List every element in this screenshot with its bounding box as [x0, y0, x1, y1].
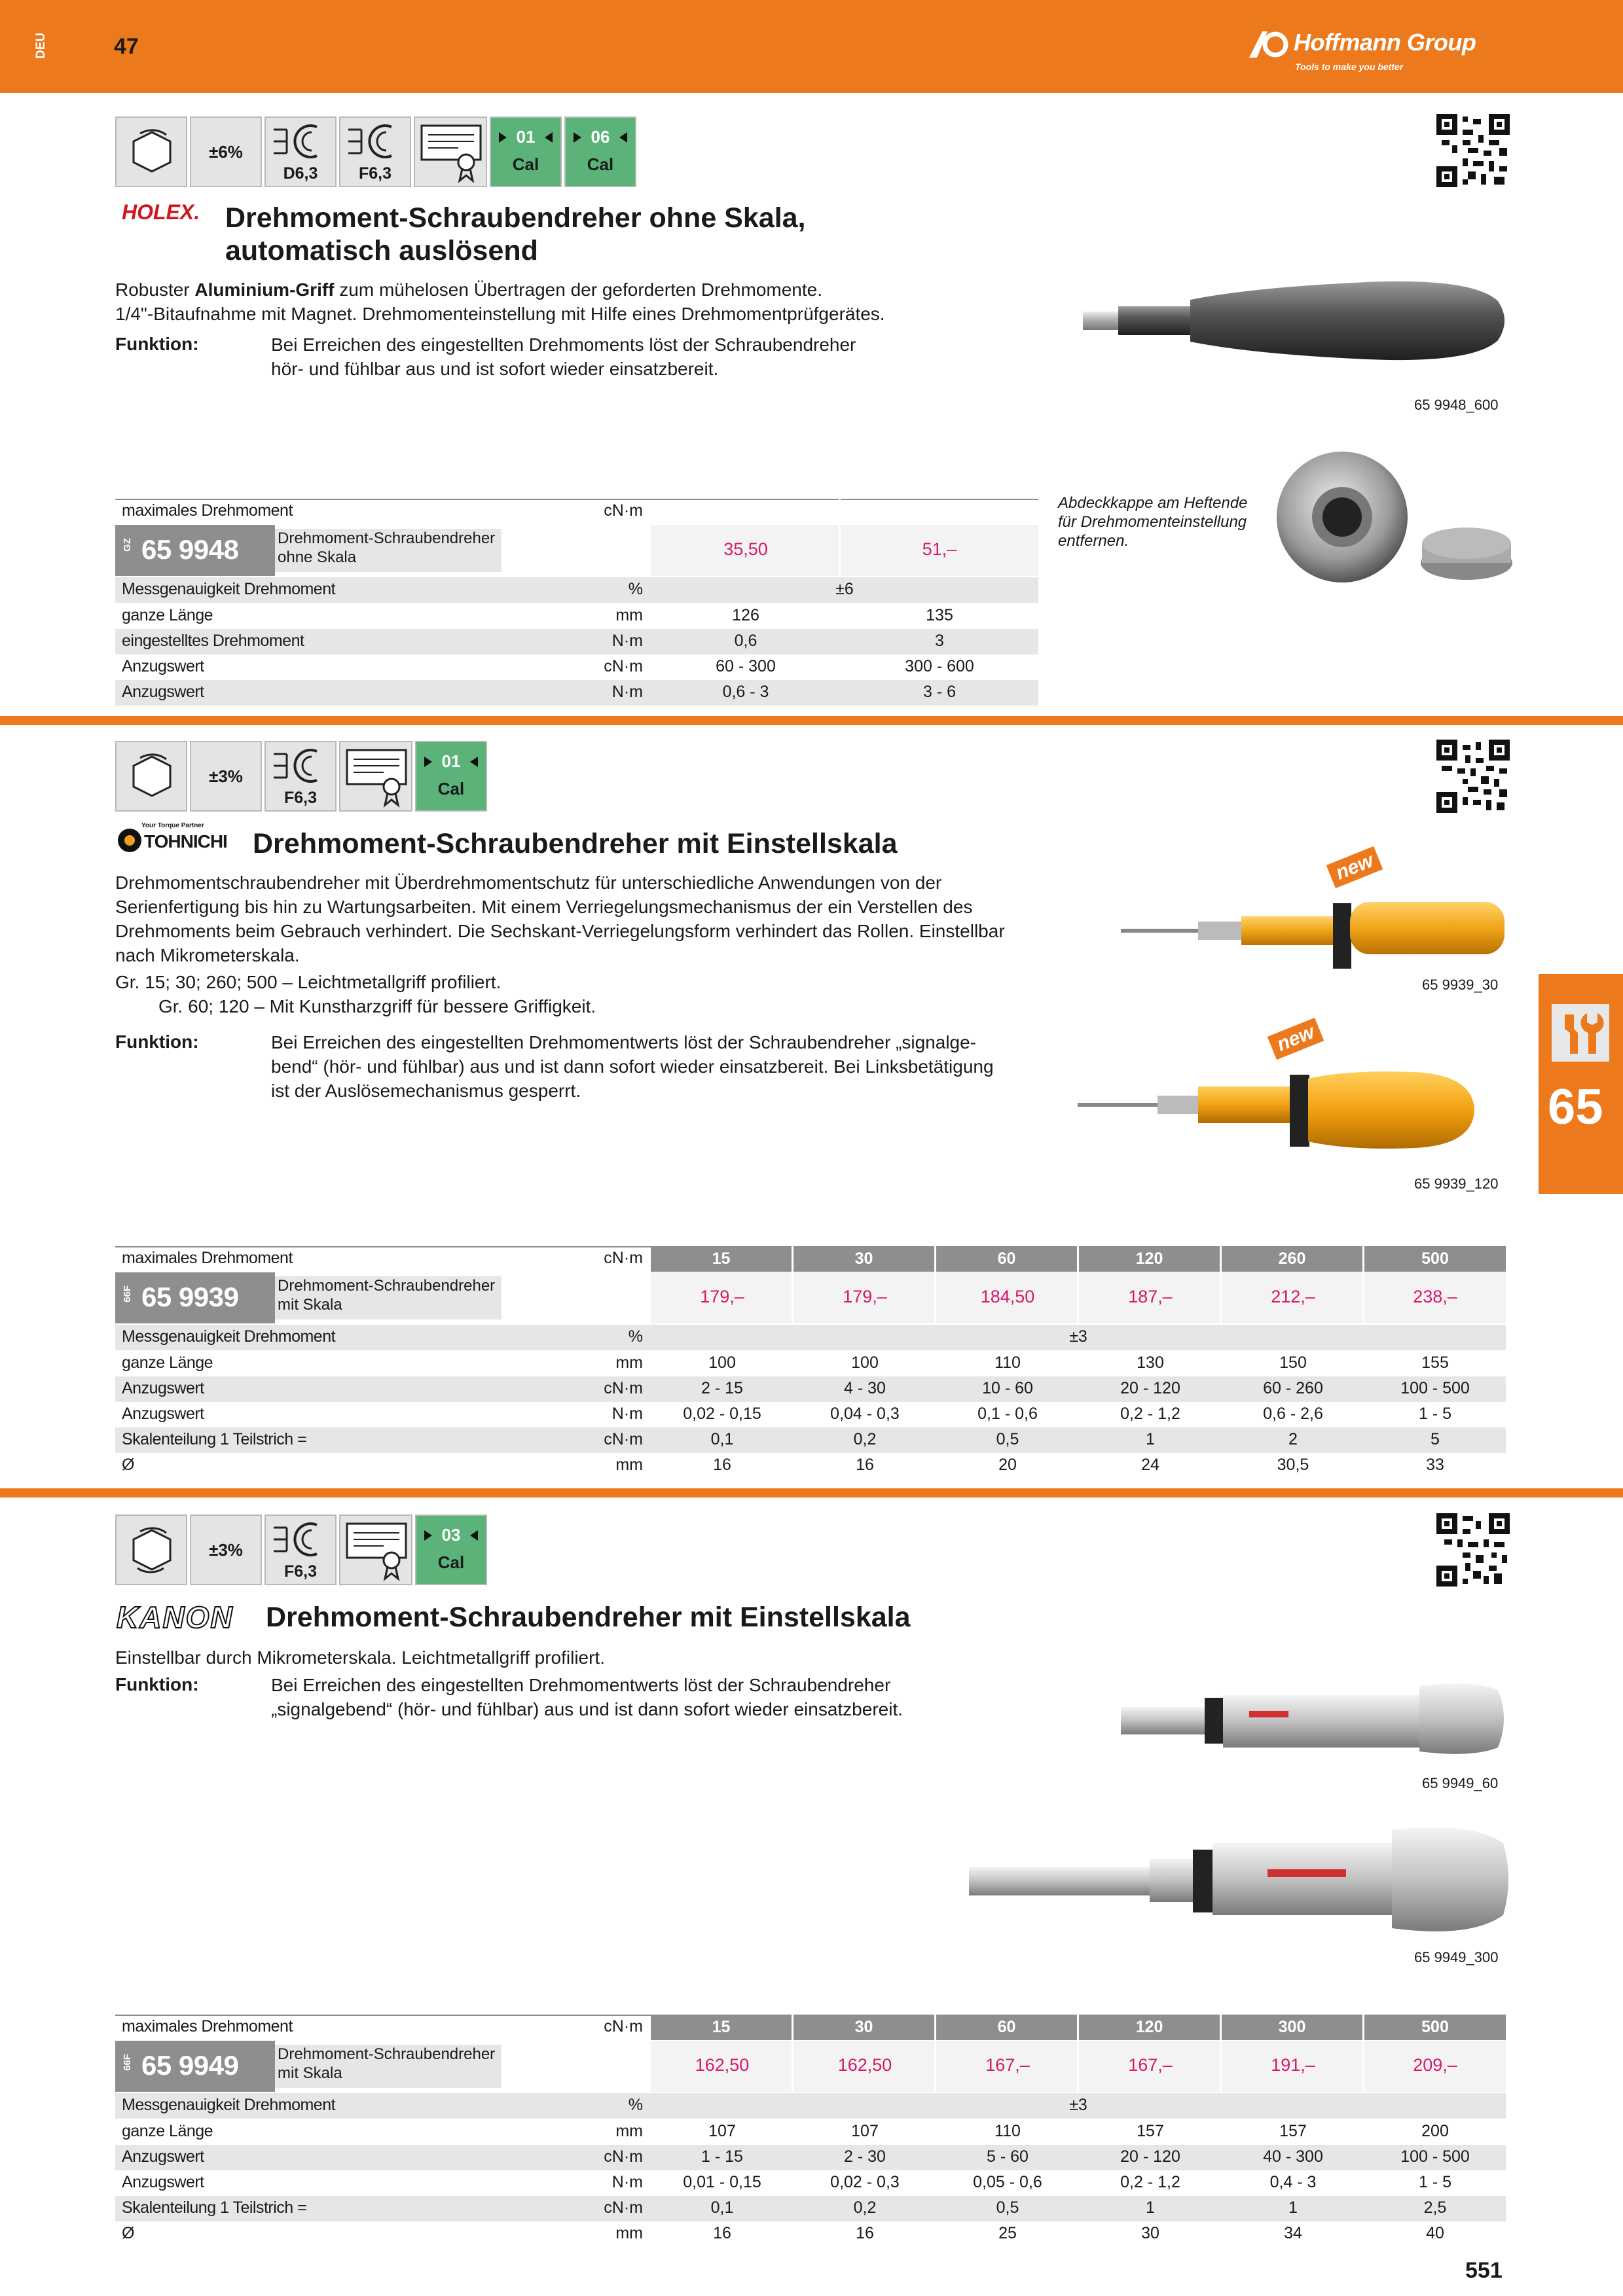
row-value: 1 - 15: [701, 2147, 743, 2166]
brand-tagline: Tools to make you better: [1295, 62, 1404, 72]
header-label: maximales Drehmoment: [122, 2017, 293, 2036]
price: 212,–: [1271, 1287, 1315, 1306]
row-value: 2,5: [1423, 2198, 1447, 2217]
title-line: Drehmoment-Schraubendreher ohne Skala,: [225, 202, 806, 234]
price: 162,50: [695, 2055, 750, 2075]
page-number-top: 47: [114, 34, 139, 59]
row-unit: mm: [615, 2122, 643, 2140]
product-description: [115, 870, 1005, 1018]
row-unit: N·m: [611, 1405, 643, 1423]
row-value: 0,4 - 3: [1269, 2173, 1317, 2191]
desc-text: Robuster: [115, 279, 195, 300]
new-badge: new: [1267, 1018, 1324, 1060]
function-label: Funktion:: [115, 1031, 199, 1052]
price: 167,–: [985, 2055, 1030, 2075]
row-unit: cN·m: [604, 2198, 643, 2217]
row-unit: cN·m: [604, 1379, 643, 1397]
wrench-screwdriver-icon: [1552, 1004, 1609, 1062]
price: 51,–: [922, 539, 957, 559]
row-value: 100: [708, 1354, 736, 1372]
section-separator: [0, 716, 1623, 725]
column-header: 15: [651, 1246, 793, 1272]
article-desc: [275, 2045, 501, 2088]
price: 179,–: [700, 1287, 744, 1306]
price: 187,–: [1128, 1287, 1173, 1306]
article-desc: [275, 1276, 501, 1319]
row-value: 1: [1288, 2198, 1298, 2217]
row-value: 150: [1279, 1354, 1307, 1372]
article-number[interactable]: 65 9949: [141, 2050, 239, 2081]
desc-text: Gr. 60; 120 – Mit Kunstharzgriff für bessere Griffigkeit.: [158, 996, 596, 1016]
row-value: 110: [994, 1354, 1021, 1372]
language-code: DEU: [34, 32, 48, 59]
hoffmann-logo[interactable]: [1248, 25, 1510, 77]
title-line: automatisch auslösend: [225, 235, 538, 266]
drive-label: F6,3: [283, 789, 318, 807]
cal-badge-06: [564, 117, 636, 187]
row-label: Anzugswert: [122, 1379, 204, 1397]
header-unit: cN·m: [604, 501, 643, 520]
func-text: bend“ (hör- und fühlbar) aus und ist dann sofort wieder einsatzbereit. Bei Linksbetätigung: [271, 1056, 994, 1077]
cal-number: 03: [441, 1525, 461, 1545]
row-unit: mm: [615, 1456, 643, 1474]
price: 35,50: [723, 539, 768, 559]
cap-note: [1058, 493, 1248, 550]
cal-badge-01: [415, 741, 487, 812]
function-text: [271, 332, 856, 381]
note-line: für Drehmomenteinstellung: [1058, 513, 1247, 531]
product-image-tohnichi-30: [1117, 890, 1510, 975]
desc-text: Serienfertigung bis hin zu Wartungsarbeiten. Mit einem Verriegelungsmechanismus der ein Verstellen des: [115, 897, 973, 917]
row-value: 20: [998, 1456, 1017, 1474]
row-label: Anzugswert: [122, 2147, 204, 2166]
row-unit: N·m: [611, 632, 643, 650]
column-header: 300: [651, 499, 841, 524]
function-text: [271, 1673, 903, 1721]
column-header: 300: [1222, 2015, 1364, 2040]
row-label: Skalenteilung 1 Teilstrich =: [122, 2198, 307, 2217]
row-value: 1: [1146, 1430, 1155, 1448]
row-value: 0,1: [710, 1430, 734, 1448]
brand-text: TOHNICHI: [144, 831, 227, 852]
qr-code-icon[interactable]: [1436, 740, 1510, 813]
func-text: Bei Erreichen des eingestellten Drehmomentwerts löst der Schraubendreher: [271, 1675, 891, 1695]
row-value: 0,6: [734, 632, 757, 650]
cal-label: Cal: [587, 154, 614, 174]
row-value: 0,04 - 0,3: [830, 1405, 900, 1423]
row-value: 0,2 - 1,2: [1120, 1405, 1180, 1423]
group-code: 66F: [122, 1285, 133, 1302]
row-value: 1: [1146, 2198, 1155, 2217]
price: 184,50: [980, 1287, 1035, 1306]
row-unit: %: [628, 580, 643, 598]
column-header: 30: [793, 1246, 936, 1272]
row-value: 1 - 5: [1418, 2173, 1452, 2191]
accuracy-badge: ±6%: [190, 117, 262, 187]
row-value: 0,2: [853, 1430, 877, 1448]
row-value: 200: [1421, 2122, 1449, 2140]
certificate-icon: [414, 117, 487, 187]
bit-holder-icon: [264, 117, 337, 187]
article-desc-line: Drehmoment-Schraubendreher: [278, 1277, 496, 1295]
product-description: [115, 278, 885, 326]
cal-number: 01: [516, 127, 536, 147]
row-value: 40: [1426, 2224, 1444, 2242]
certificate-icon: [339, 741, 412, 812]
article-desc-line: Drehmoment-Schraubendreher: [278, 529, 496, 547]
row-value: 0,2 - 1,2: [1120, 2173, 1180, 2191]
row-value: 130: [1137, 1354, 1164, 1372]
column-header: 30: [793, 2015, 936, 2040]
cal-badge-01: [490, 117, 562, 187]
chapter-number: 65: [1548, 1079, 1603, 1135]
row-value: 16: [713, 1456, 731, 1474]
row-value: 135: [926, 606, 953, 624]
row-value: 0,5: [996, 1430, 1019, 1448]
row-label: Messgenauigkeit Drehmoment: [122, 2096, 336, 2114]
article-desc-line: Drehmoment-Schraubendreher: [278, 2045, 496, 2063]
column-header: 15: [651, 2015, 793, 2040]
product-image-end-cap: [1270, 452, 1519, 609]
table-row: [115, 1325, 1506, 1350]
note-line: Abdeckkappe am Heftende: [1058, 494, 1248, 512]
section1-icon-strip: [115, 117, 639, 187]
qr-code-icon[interactable]: [1436, 1513, 1510, 1587]
row-unit: %: [628, 1327, 643, 1346]
product-description: Einstellbar durch Mikrometerskala. Leichtmetallgriff profiliert.: [115, 1647, 605, 1668]
article-desc-line: ohne Skala: [278, 548, 357, 566]
row-value: 2: [1288, 1430, 1298, 1448]
price: 162,50: [837, 2055, 892, 2075]
table-row: [115, 577, 1038, 603]
product-image-tohnichi-120: [1074, 1056, 1480, 1161]
row-label: Skalenteilung 1 Teilstrich =: [122, 1430, 307, 1448]
desc-text: Drehmomentschraubendreher mit Überdrehmomentschutz für unterschiedliche Anwendungen von der: [115, 872, 942, 893]
table-row: [115, 2196, 1506, 2221]
row-label: Anzugswert: [122, 683, 204, 701]
bit-holder-icon: [339, 117, 411, 187]
header-unit: cN·m: [604, 1249, 643, 1267]
price: 179,–: [843, 1287, 887, 1306]
row-value: 24: [1141, 1456, 1159, 1474]
row-label: Messgenauigkeit Drehmoment: [122, 1327, 336, 1346]
row-value: 5: [1431, 1430, 1440, 1448]
image-code: 65 9939_120: [1414, 1175, 1499, 1192]
row-value: 0,1: [710, 2198, 734, 2217]
column-header: 500: [1364, 1246, 1506, 1272]
spec-table-659949: [115, 2015, 1506, 2244]
table-row: [115, 2119, 1506, 2145]
row-value: 0,2: [853, 2198, 877, 2217]
desc-bold: Aluminium-Griff: [194, 279, 335, 300]
product-image-kanon-60: [1118, 1673, 1511, 1765]
spec-table-659939: [115, 1246, 1506, 1475]
row-value: 0,5: [996, 2198, 1019, 2217]
column-header: 120: [1079, 2015, 1222, 2040]
header-unit: cN·m: [604, 2017, 643, 2036]
row-value: 3: [935, 632, 944, 650]
top-bar: [0, 0, 1623, 93]
row-value: 0,6 - 2,6: [1263, 1405, 1323, 1423]
cal-number: 01: [441, 751, 461, 771]
section2-icon-strip: [115, 741, 490, 812]
table-header-row: [115, 499, 1038, 524]
func-text: ist der Auslösemechanismus gesperrt.: [271, 1081, 581, 1101]
row-label: Anzugswert: [122, 657, 204, 675]
row-value: 40 - 300: [1263, 2147, 1323, 2166]
row-value: 33: [1426, 1456, 1444, 1474]
tohnichi-mark-icon: [117, 827, 143, 853]
row-value: 3 - 6: [922, 683, 957, 701]
row-value: 2 - 30: [844, 2147, 886, 2166]
row-value: 0,02 - 0,15: [683, 1405, 761, 1423]
section-separator: [0, 1488, 1623, 1498]
row-value: 107: [851, 2122, 879, 2140]
function-label: Funktion:: [115, 1674, 199, 1695]
bit-holder-icon: [264, 1515, 337, 1585]
drive-a-label: D6,3: [283, 164, 318, 183]
row-unit: cN·m: [604, 657, 643, 675]
function-text: [271, 1030, 994, 1103]
row-unit: cN·m: [604, 2147, 643, 2166]
row-value: 100 - 500: [1400, 1379, 1470, 1397]
row-value: 5 - 60: [987, 2147, 1029, 2166]
page-number-bottom: 551: [1465, 2258, 1503, 2283]
product-image-holex-screwdriver: [1079, 262, 1511, 380]
product-title: Drehmoment-Schraubendreher mit Einstellskala: [266, 1602, 911, 1633]
row-label: Ø: [122, 2224, 134, 2242]
func-text: „signalgebend“ (hör- und fühlbar) aus und ist dann sofort wieder einsatzbereit.: [271, 1699, 903, 1719]
row-value: 157: [1279, 2122, 1307, 2140]
holex-logo: [122, 200, 200, 224]
brand-name: Hoffmann Group: [1294, 29, 1476, 56]
group-code: 66F: [122, 2054, 133, 2071]
row-value: 300 - 600: [905, 657, 974, 675]
table-row: [115, 1453, 1506, 1479]
tohnichi-logo: [117, 822, 241, 861]
image-code: 65 9949_60: [1422, 1775, 1499, 1791]
article-desc-line: mit Skala: [278, 2064, 342, 2082]
group-code: GZ: [122, 538, 133, 552]
spec-table-659948: [115, 499, 1038, 702]
row-value: 16: [713, 2224, 731, 2242]
bit-holder-icon: [264, 741, 337, 812]
table-row: [115, 603, 1038, 629]
row-value: 2 - 15: [701, 1379, 743, 1397]
row-value: 60 - 300: [716, 657, 776, 675]
section3-icon-strip: [115, 1515, 490, 1585]
hex-drive-icon: [115, 1515, 187, 1585]
row-label: Anzugswert: [122, 2173, 204, 2191]
table-row: [115, 680, 1038, 706]
product-image-kanon-300: [966, 1823, 1510, 1935]
column-header: 500: [1364, 2015, 1506, 2040]
article-number[interactable]: 65 9939: [141, 1282, 239, 1312]
table-row: [115, 629, 1038, 655]
drive-b-label: F6,3: [358, 164, 392, 183]
row-value: 30,5: [1277, 1456, 1309, 1474]
row-value: ±3: [1069, 1327, 1087, 1346]
hex-drive-icon: [115, 741, 187, 812]
table-row: [115, 2093, 1506, 2119]
row-value: 0,1 - 0,6: [977, 1405, 1038, 1423]
row-unit: N·m: [611, 683, 643, 701]
table-row: [115, 655, 1038, 680]
row-value: 126: [732, 606, 759, 624]
row-value: 10 - 60: [982, 1379, 1033, 1397]
header-label: maximales Drehmoment: [122, 1249, 293, 1267]
cal-badge-03: [415, 1515, 487, 1585]
table-row: [115, 1402, 1506, 1427]
row-value: 0,02 - 0,3: [830, 2173, 900, 2191]
cal-label: Cal: [437, 779, 465, 798]
func-text: hör- und fühlbar aus und ist sofort wieder einsatzbereit.: [271, 359, 719, 379]
cal-number: 06: [591, 127, 610, 147]
row-value: 0,05 - 0,6: [973, 2173, 1042, 2191]
row-unit: mm: [615, 606, 643, 624]
certificate-icon: [339, 1515, 412, 1585]
product-title: [225, 202, 806, 267]
row-value: 110: [994, 2122, 1021, 2140]
row-unit: mm: [615, 2224, 643, 2242]
table-row: [115, 2221, 1506, 2247]
brand-tagline: Your Torque Partner: [141, 822, 204, 829]
row-label: ganze Länge: [122, 606, 213, 624]
header-label: maximales Drehmoment: [122, 501, 293, 520]
image-code: 65 9949_300: [1414, 1949, 1499, 1965]
row-value: 0,6 - 3: [722, 683, 769, 701]
drive-label: F6,3: [283, 1562, 318, 1581]
row-unit: %: [628, 2096, 643, 2114]
cal-label: Cal: [512, 154, 539, 174]
row-value: 157: [1137, 2122, 1164, 2140]
desc-text: 1/4"-Bitaufnahme mit Magnet. Drehmomenteinstellung mit Hilfe eines Drehmomentprüfgerätes.: [115, 304, 885, 324]
row-value: 34: [1284, 2224, 1302, 2242]
row-label: eingestelltes Drehmoment: [122, 632, 304, 650]
function-label: Funktion:: [115, 334, 199, 354]
price: 238,–: [1413, 1287, 1457, 1306]
row-value: 20 - 120: [1120, 2147, 1180, 2166]
qr-code-icon[interactable]: [1436, 114, 1510, 187]
image-code: 65 9948_600: [1414, 397, 1499, 413]
row-value: ±3: [1069, 2096, 1087, 2114]
brand-text: KANON: [117, 1600, 234, 1634]
row-value: 60 - 260: [1263, 1379, 1323, 1397]
row-value: 4 - 30: [844, 1379, 886, 1397]
row-value: 155: [1421, 1354, 1449, 1372]
row-value: 16: [856, 2224, 874, 2242]
column-header: 60: [936, 2015, 1079, 2040]
row-label: Messgenauigkeit Drehmoment: [122, 580, 336, 598]
chapter-tab[interactable]: [1539, 974, 1623, 1194]
kanon-logo: [117, 1600, 234, 1635]
row-value: 16: [856, 1456, 874, 1474]
column-header: 60: [936, 1246, 1079, 1272]
table-row: [115, 1376, 1506, 1402]
row-unit: N·m: [611, 2173, 643, 2191]
image-code: 65 9939_30: [1422, 977, 1499, 993]
row-value: 100 - 500: [1400, 2147, 1470, 2166]
price: 167,–: [1128, 2055, 1173, 2075]
row-label: ganze Länge: [122, 2122, 213, 2140]
row-unit: mm: [615, 1354, 643, 1372]
cal-label: Cal: [437, 1552, 465, 1572]
accuracy-badge: ±3%: [190, 1515, 262, 1585]
func-text: Bei Erreichen des eingestellten Drehmoments löst der Schraubendreher: [271, 334, 856, 355]
row-value: 100: [851, 1354, 879, 1372]
hoffmann-logo-icon: [1248, 29, 1288, 59]
row-value: 20 - 120: [1120, 1379, 1180, 1397]
desc-text: Drehmoments beim Gebrauch verhindert. Die Sechskant-Verriegelungsform verhindert das Rollen. Einstellbar: [115, 921, 1005, 941]
price: 209,–: [1413, 2055, 1457, 2075]
row-label: Anzugswert: [122, 1405, 204, 1423]
row-value: 1 - 5: [1418, 1405, 1452, 1423]
desc-text: nach Mikrometerskala.: [115, 945, 300, 965]
row-value: 0,01 - 0,15: [683, 2173, 761, 2191]
price: 191,–: [1271, 2055, 1315, 2075]
column-header: 260: [1222, 1246, 1364, 1272]
row-value: 107: [708, 2122, 736, 2140]
row-value: 25: [998, 2224, 1017, 2242]
row-value: ±6: [835, 580, 854, 598]
table-row: [115, 1427, 1506, 1453]
article-desc: [275, 529, 501, 572]
column-header: 600: [926, 502, 953, 520]
row-label: ganze Länge: [122, 1354, 213, 1372]
product-title: Drehmoment-Schraubendreher mit Einstellskala: [253, 828, 898, 859]
brand-holex-text: HOLEX.: [122, 200, 200, 224]
article-row: [115, 2041, 651, 2092]
article-row: [115, 525, 651, 576]
table-row: [115, 2170, 1506, 2196]
table-row: [115, 1351, 1506, 1376]
note-line: entfernen.: [1058, 532, 1129, 550]
new-badge: new: [1326, 846, 1383, 889]
table-row: [115, 2145, 1506, 2170]
article-desc-line: mit Skala: [278, 1296, 342, 1314]
row-value: 30: [1141, 2224, 1159, 2242]
desc-text: zum mühelosen Übertragen der geforderten Drehmomente.: [334, 279, 822, 300]
row-label: Ø: [122, 1456, 134, 1474]
article-row: [115, 1272, 651, 1323]
accuracy-badge: ±3%: [190, 741, 262, 812]
desc-text: Gr. 15; 30; 260; 500 – Leichtmetallgriff profiliert.: [115, 972, 501, 992]
column-header: 120: [1079, 1246, 1222, 1272]
func-text: Bei Erreichen des eingestellten Drehmomentwerts löst der Schraubendreher „signalge-: [271, 1032, 977, 1052]
hex-drive-icon: [115, 117, 187, 187]
article-number[interactable]: 65 9948: [141, 534, 239, 565]
row-unit: cN·m: [604, 1430, 643, 1448]
